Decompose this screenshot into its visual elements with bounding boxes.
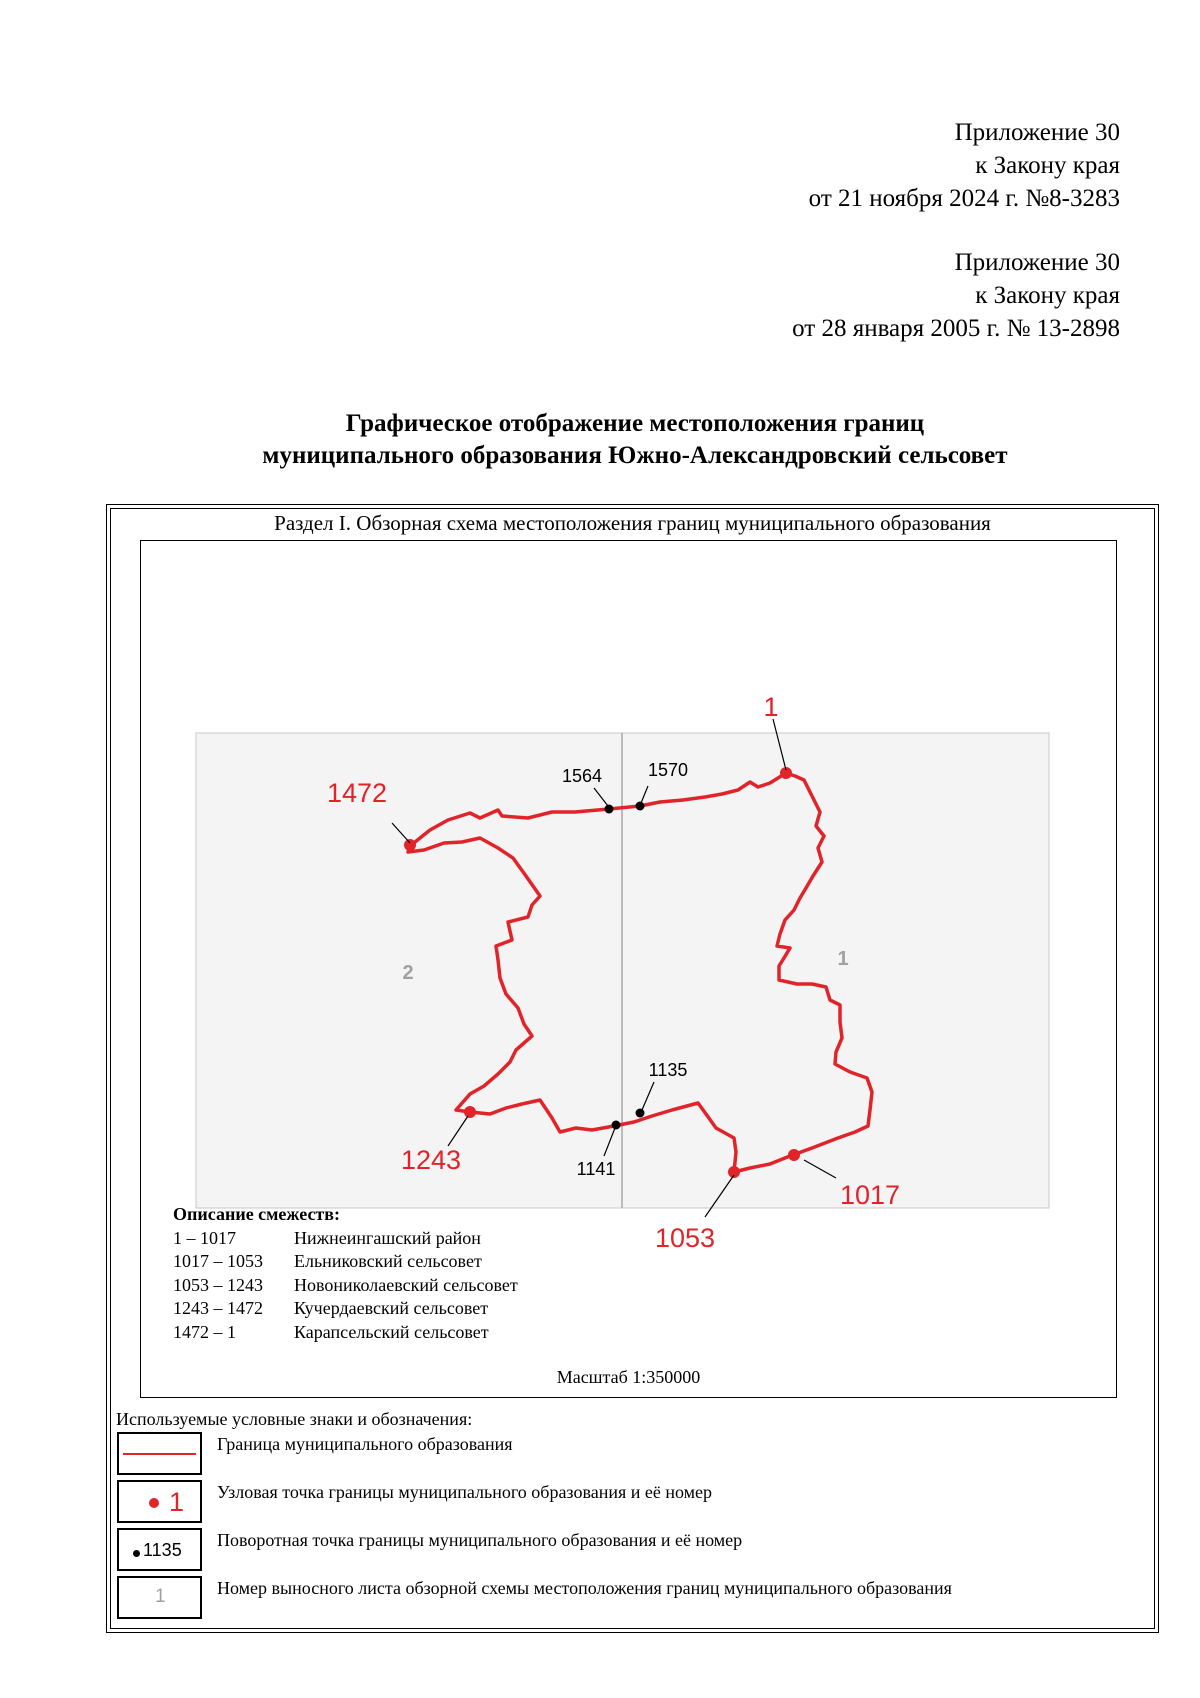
legend-text-node-point: Узловая точка границы муниципального образования и её номер	[217, 1482, 713, 1502]
adjacency-neighbor: Кучердаевский сельсовет	[294, 1298, 489, 1318]
legend-text-boundary: Граница муниципального образования	[217, 1434, 513, 1454]
red-dot-icon	[149, 1498, 159, 1508]
turn-point-1135	[636, 1109, 645, 1118]
node-label-1: 1	[763, 692, 779, 722]
node-label-1017: 1017	[839, 1180, 901, 1210]
appendix-current-line1: Приложение 30	[954, 119, 1120, 146]
turn-point-1570	[636, 802, 645, 811]
turn-label-1135: 1135	[648, 1060, 688, 1080]
document-title-line1: Графическое отображение местоположения границ	[345, 410, 925, 437]
adjacency-neighbor: Нижнеингашский район	[294, 1227, 481, 1248]
adjacency-row	[173, 1250, 518, 1274]
legend-sheet-sample: 1	[155, 1586, 166, 1607]
turn-point-1141	[612, 1121, 621, 1130]
legend-icon-sheet-number	[117, 1576, 202, 1619]
legend-icon-boundary-line	[117, 1432, 202, 1475]
turn-label-1141: 1141	[576, 1159, 616, 1179]
node-label-1053: 1053	[654, 1223, 716, 1253]
adjacency-description	[173, 1203, 518, 1344]
adjacency-neighbor: Новониколаевский сельсовет	[294, 1274, 518, 1295]
adjacency-range: 1017 – 1053	[173, 1251, 263, 1271]
map-scale: Масштаб 1:350000	[556, 1367, 701, 1387]
node-point-1472	[404, 839, 416, 851]
adjacency-row	[173, 1297, 518, 1321]
document-title-line2: муниципального образования Южно-Александровский сельсовет	[262, 442, 1008, 469]
adjacency-row	[173, 1321, 518, 1345]
adjacency-range: 1053 – 1243	[173, 1274, 263, 1295]
legend-text-sheet-number: Номер выносного листа обзорной схемы местоположения границ муниципального образования	[217, 1578, 952, 1598]
adjacency-range: 1472 – 1	[173, 1321, 236, 1342]
appendix-current-line2: к Закону края	[975, 152, 1120, 179]
adjacency-neighbor: Карапсельский сельсовет	[294, 1321, 489, 1342]
adjacency-row	[173, 1227, 518, 1251]
adjacency-range: 1 – 1017	[173, 1227, 236, 1248]
turn-point-1564	[605, 805, 614, 814]
red-line-icon	[123, 1453, 196, 1455]
legend-caption: Используемые условные знаки и обозначения:	[116, 1409, 473, 1429]
visible-sheet-1: 1	[837, 948, 849, 970]
adjacency-neighbor: Ельниковский сельсовет	[294, 1251, 482, 1271]
legend-text-turn-point: Поворотная точка границы муниципального образования и её номер	[217, 1530, 743, 1550]
node-point-1053	[728, 1166, 740, 1178]
turn-label-1564: 1564	[561, 766, 603, 786]
node-point-1243	[464, 1106, 476, 1118]
node-point-1017	[788, 1149, 800, 1161]
legend-icon-node-point	[117, 1480, 202, 1523]
legend-icon-turn-point	[117, 1528, 202, 1571]
turn-label-1570: 1570	[647, 760, 689, 780]
section-title: Раздел I. Обзорная схема местоположения границ муниципального образования	[274, 511, 991, 535]
legend-turn-sample: 1135	[143, 1540, 182, 1560]
node-label-1472: 1472	[326, 778, 388, 808]
adjacency-range: 1243 – 1472	[173, 1298, 263, 1318]
adjacency-row	[173, 1274, 518, 1298]
visible-sheet-2: 2	[402, 962, 414, 984]
legend-node-sample: 1	[169, 1487, 185, 1517]
appendix-original-line2: к Закону края	[975, 282, 1120, 309]
appendix-current-line3: от 21 ноября 2024 г. №8-3283	[808, 185, 1120, 212]
node-label-1243: 1243	[400, 1145, 462, 1175]
appendix-original-line1: Приложение 30	[954, 249, 1120, 276]
adjacency-title: Описание смежеств:	[173, 1204, 340, 1224]
black-dot-icon	[133, 1550, 140, 1557]
appendix-original-line3: от 28 января 2005 г. № 13-2898	[792, 315, 1120, 342]
